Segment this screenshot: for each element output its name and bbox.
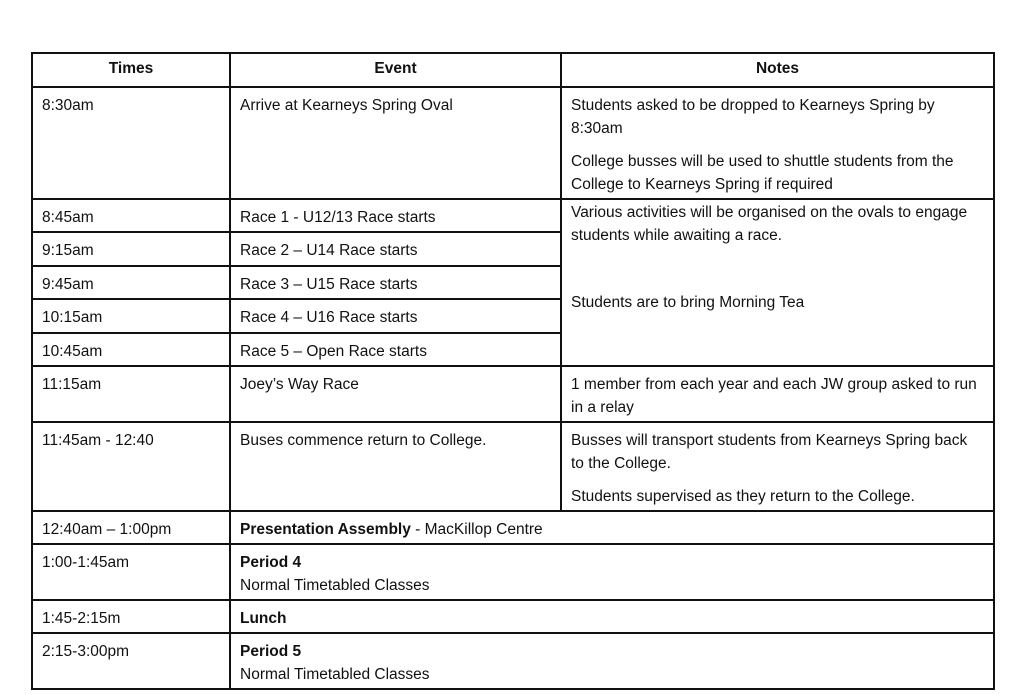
table-row: [32, 600, 994, 633]
event-cell: Buses commence return to College.: [230, 422, 561, 511]
time-cell: 8:30am: [32, 87, 230, 199]
header-row: [32, 53, 994, 87]
event-cell: Race 4 – U16 Race starts: [230, 299, 561, 333]
event-title: Lunch: [240, 610, 287, 627]
table-row: [32, 511, 994, 544]
time-cell: 9:45am: [32, 266, 230, 299]
event-title: Period 4: [240, 554, 302, 571]
header-notes: Notes: [561, 53, 994, 87]
time-cell: 8:45am: [32, 199, 230, 232]
event-cell: Race 3 – U15 Race starts: [230, 266, 561, 299]
table-row: [32, 422, 994, 511]
event-cell: [230, 600, 994, 633]
note-text: Various activities will be organised on the ovals to engage students while awaiting a race.: [571, 204, 968, 244]
time-cell: 10:15am: [32, 299, 230, 333]
time-cell: 10:45am: [32, 333, 230, 366]
time-cell: 9:15am: [32, 232, 230, 266]
event-detail: Normal Timetabled Classes: [240, 666, 430, 683]
event-cell: [230, 511, 994, 544]
note-text: Students are to bring Morning Tea: [571, 294, 805, 311]
table-row: [32, 366, 994, 422]
table-row: [32, 199, 994, 232]
event-cell: Arrive at Kearneys Spring Oval: [230, 87, 561, 199]
time-cell: 2:15-3:00pm: [32, 633, 230, 689]
header-times: Times: [32, 53, 230, 87]
time-cell: 1:00-1:45am: [32, 544, 230, 600]
header-event: Event: [230, 53, 561, 87]
note-text: Busses will transport students from Kearneys Spring back to the College.: [571, 432, 968, 472]
note-text: Students asked to be dropped to Kearneys Spring by 8:30am: [571, 97, 935, 137]
event-cell: Race 2 – U14 Race starts: [230, 232, 561, 266]
event-cell: [230, 633, 994, 689]
time-cell: 11:45am - 12:40: [32, 422, 230, 511]
time-cell: 12:40am – 1:00pm: [32, 511, 230, 544]
note-text: College busses will be used to shuttle students from the College to Kearneys Spring if required: [571, 153, 954, 193]
notes-cell: [561, 87, 994, 199]
event-cell: Race 1 - U12/13 Race starts: [230, 199, 561, 232]
event-location: - MacKillop Centre: [410, 521, 543, 538]
notes-cell: 1 member from each year and each JW group asked to run in a relay: [561, 366, 994, 422]
event-cell: [230, 544, 994, 600]
event-title: Presentation Assembly: [240, 521, 411, 538]
event-title: Period 5: [240, 643, 302, 660]
schedule-table: [31, 52, 995, 690]
notes-cell: [561, 422, 994, 511]
notes-cell: [561, 199, 994, 366]
event-cell: Joey’s Way Race: [230, 366, 561, 422]
table-row: [32, 544, 994, 600]
event-cell: Race 5 – Open Race starts: [230, 333, 561, 366]
time-cell: 11:15am: [32, 366, 230, 422]
note-text: Students supervised as they return to the College.: [571, 488, 915, 505]
table-row: [32, 633, 994, 689]
event-detail: Normal Timetabled Classes: [240, 577, 430, 594]
time-cell: 1:45-2:15m: [32, 600, 230, 633]
table-row: [32, 87, 994, 199]
